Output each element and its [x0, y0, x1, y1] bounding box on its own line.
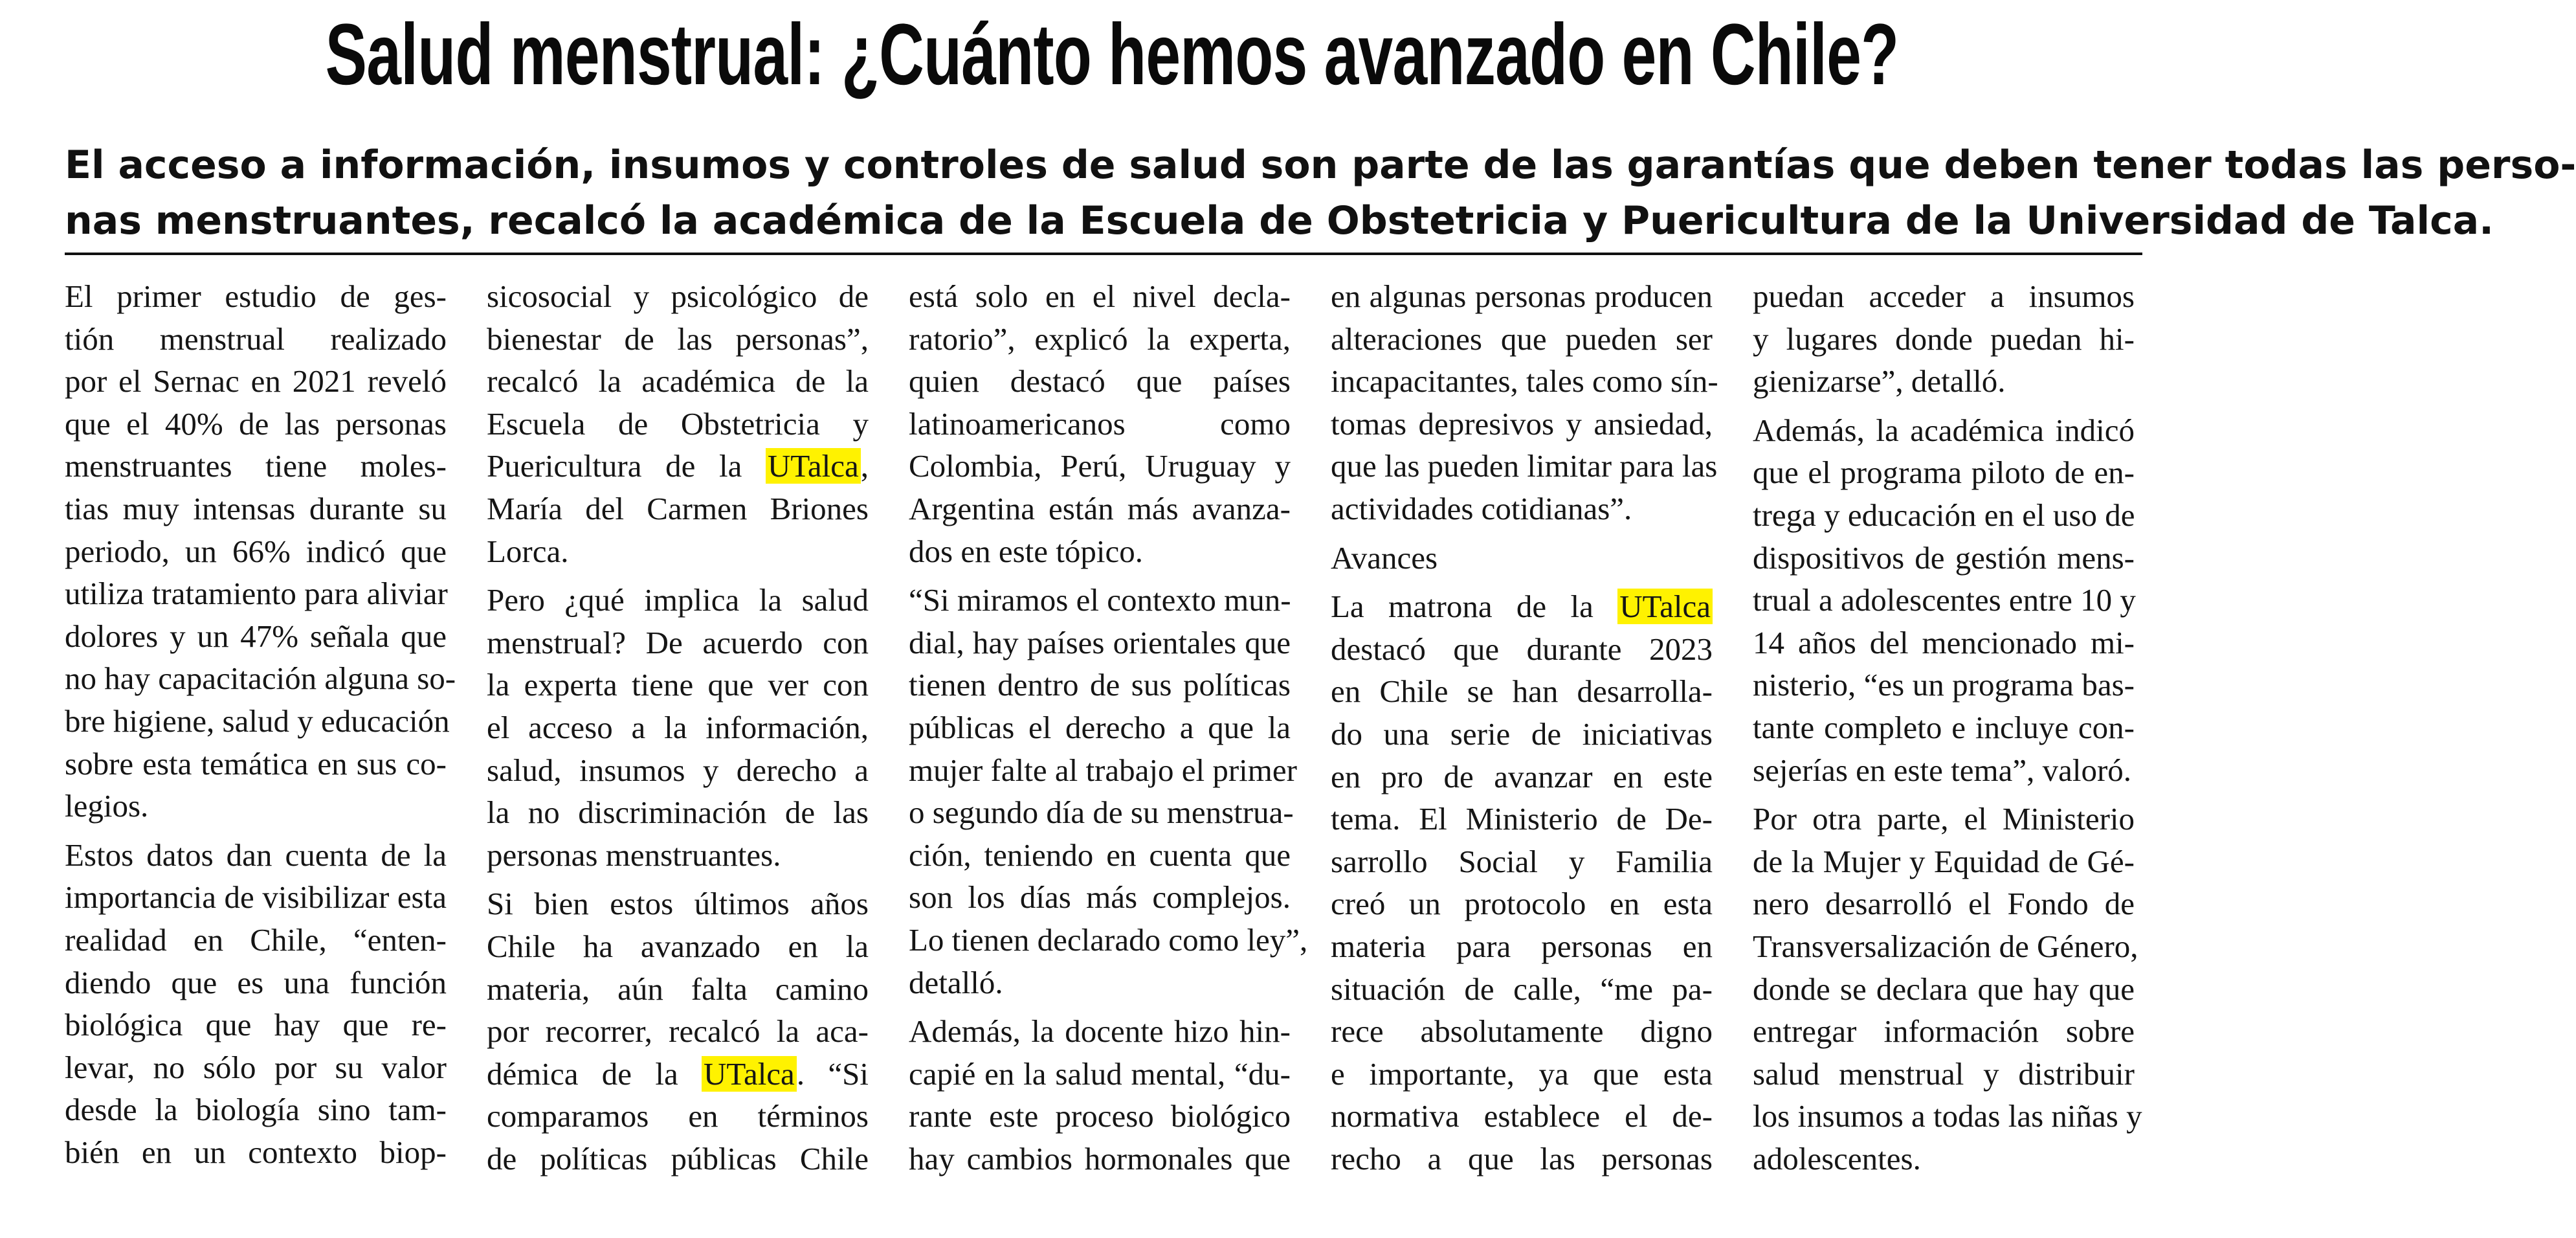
subtitle-line: El acceso a información, insumos y controles de salud son parte de las garantías que deben tener todas las perso- — [65, 142, 2576, 188]
text-line: materia para personas en — [1331, 928, 1713, 964]
text-line: normativa establece el de- — [1331, 1098, 1713, 1134]
text-line: 14 años del mencionado mi- — [1753, 624, 2135, 660]
text-line: por el Sernac en 2021 reveló — [65, 363, 447, 400]
text-column-4 — [1331, 275, 1718, 1214]
text-line: trual a adolescentes entre 10 y — [1753, 582, 2136, 618]
text-line: María del Carmen Briones — [487, 490, 869, 526]
text-line: Por otra parte, el Ministerio — [1753, 801, 2135, 837]
text-line: legios. — [65, 788, 149, 824]
text-line: Lorca. — [487, 533, 569, 569]
text-line: Colombia, Perú, Uruguay y — [909, 448, 1291, 484]
text-line: utiliza tratamiento para aliviar — [65, 576, 448, 612]
text-line: sejerías en este tema”, valoró. — [1753, 752, 2132, 788]
paragraph — [487, 275, 869, 572]
paragraph — [65, 275, 456, 827]
text-line: dial, hay países orientales que — [909, 624, 1291, 660]
text-line: desde la biología sino tam- — [65, 1092, 447, 1128]
text-line: recho a que las personas — [1331, 1140, 1713, 1176]
text-column-3 — [909, 275, 1308, 1214]
paragraph — [909, 275, 1291, 572]
text-line: salud menstrual y distribuir — [1753, 1055, 2135, 1092]
text-line: públicas el derecho a que la — [909, 709, 1291, 745]
text-line: y lugares donde puedan hi- — [1753, 321, 2135, 357]
text-line: nisterio, “es un programa bas- — [1753, 667, 2135, 703]
text-line: hay cambios hormonales que — [909, 1140, 1291, 1176]
text-line: rante este proceso biológico — [909, 1098, 1291, 1134]
text-line: alteraciones que pueden ser — [1331, 321, 1713, 357]
text-line: donde se declara que hay que — [1753, 971, 2135, 1007]
text-line: El primer estudio de ges- — [65, 278, 447, 314]
text-line: personas menstruantes. — [487, 837, 781, 873]
highlighted-text: UTalca — [702, 1056, 797, 1092]
text-line: bién en un contexto biop- — [65, 1134, 447, 1170]
text-line: Si bien estos últimos años — [487, 886, 869, 922]
section-heading: Avances — [1331, 539, 1438, 576]
text-line: o segundo día de su menstrua- — [909, 794, 1294, 831]
text-line: adolescentes. — [1753, 1140, 1921, 1176]
text-line: situación de calle, “me pa- — [1331, 971, 1713, 1007]
text-line: capié en la salud mental, “du- — [909, 1055, 1291, 1092]
text-line: sobre esta temática en sus co- — [65, 745, 447, 782]
text-line: de la Mujer y Equidad de Gé- — [1753, 843, 2135, 879]
text-line: Además, la académica indicó — [1753, 412, 2135, 448]
subtitle-line: nas menstruantes, recalcó la académica de la Escuela de Obstetricia y Puericultura de la Universidad de Talca. — [65, 198, 2494, 243]
text-line: Estos datos dan cuenta de la — [65, 837, 447, 873]
text-line: tema. El Ministerio de De- — [1331, 801, 1713, 837]
text-line: incapacitantes, tales como sín- — [1331, 363, 1718, 400]
paragraph — [1753, 409, 2135, 791]
text-line: puedan acceder a insumos — [1753, 278, 2135, 314]
text-column-1 — [65, 275, 456, 1214]
text-line: nero desarrolló el Fondo de — [1753, 886, 2135, 922]
paragraph — [909, 579, 1308, 1004]
text-line: detalló. — [909, 964, 1003, 1000]
text-line: el acceso a la información, — [487, 709, 869, 745]
text-line: mujer falte al trabajo el primer — [909, 752, 1297, 788]
text-line: sarrollo Social y Familia — [1331, 843, 1713, 879]
text-line: dispositivos de gestión mens- — [1753, 539, 2135, 576]
text-line: los insumos a todas las niñas y — [1753, 1098, 2142, 1134]
text-line: Escuela de Obstetricia y — [487, 405, 869, 442]
text-line: bienestar de las personas”, — [487, 321, 869, 357]
text-line: destacó que durante 2023 — [1331, 631, 1713, 667]
text-line: tión menstrual realizado — [65, 321, 447, 357]
text-line: rece absolutamente digno — [1331, 1013, 1713, 1050]
text-line: ción, teniendo en cuenta que — [909, 837, 1291, 873]
text-column-2 — [487, 275, 869, 1214]
paragraph — [1753, 798, 2142, 1180]
article-subtitle — [65, 137, 2576, 249]
text-line: está solo en el nivel decla- — [909, 278, 1291, 314]
text-line: entregar información sobre — [1753, 1013, 2135, 1050]
text-line: realidad en Chile, “enten- — [65, 921, 447, 958]
text-line: Chile ha avanzado en la — [487, 928, 869, 964]
text-line: tomas depresivos y ansiedad, — [1331, 405, 1713, 442]
text-line: recalcó la académica de la — [487, 363, 869, 400]
text-line: do una serie de iniciativas — [1331, 715, 1713, 752]
text-line: tias muy intensas durante su — [65, 490, 447, 526]
text-line: periodo, un 66% indicó que — [65, 533, 447, 569]
text-line: latinoamericanos como — [909, 405, 1291, 442]
text-line: en Chile se han desarrolla- — [1331, 673, 1713, 710]
highlighted-text: UTalca — [1617, 589, 1713, 624]
text-line: e importante, ya que esta — [1331, 1055, 1713, 1092]
text-column-5 — [1753, 275, 2142, 1214]
text-line: dos en este tópico. — [909, 533, 1143, 569]
text-line: no hay capacitación alguna so- — [65, 660, 456, 697]
text-line: son los días más complejos. — [909, 879, 1291, 916]
paragraph — [487, 579, 869, 876]
paragraph — [1753, 275, 2135, 403]
text-line: Transversalización de Género, — [1753, 928, 2138, 964]
text-line: menstrual? De acuerdo con — [487, 624, 869, 660]
text-line: de políticas públicas Chile — [487, 1140, 869, 1176]
article-title: Salud menstrual: ¿Cuánto hemos avanzado en Chile? — [325, 6, 1899, 103]
text-line: en pro de avanzar en este — [1331, 758, 1713, 794]
text-line: salud, insumos y derecho a — [487, 752, 869, 788]
text-line: trega y educación en el uso de — [1753, 497, 2135, 533]
text-line: actividades cotidianas”. — [1331, 490, 1632, 526]
paragraph — [1331, 585, 1713, 1180]
text-line: materia, aún falta camino — [487, 971, 869, 1007]
text-line: la experta tiene que ver con — [487, 667, 869, 703]
text-line: diendo que es una función — [65, 964, 447, 1000]
paragraph — [487, 883, 869, 1180]
paragraph — [65, 834, 447, 1174]
text-line: comparamos en términos — [487, 1098, 869, 1134]
text-line: importancia de visibilizar esta — [65, 879, 447, 916]
text-line: démica de la UTalca. “Si — [487, 1055, 869, 1092]
paragraph — [1331, 275, 1718, 530]
article-body — [65, 275, 2142, 1214]
text-line: Argentina están más avanza- — [909, 490, 1291, 526]
text-line: que el programa piloto de en- — [1753, 455, 2135, 491]
text-line: Lo tienen declarado como ley”, — [909, 921, 1308, 958]
text-line: por recorrer, recalcó la aca- — [487, 1013, 869, 1050]
text-line: que las pueden limitar para las — [1331, 448, 1718, 484]
text-line: en algunas personas producen — [1331, 278, 1713, 314]
text-line: “Si miramos el contexto mun- — [909, 582, 1291, 618]
text-line: sicosocial y psicológico de — [487, 278, 869, 314]
text-line: tienen dentro de sus políticas — [909, 667, 1291, 703]
text-line: levar, no sólo por su valor — [65, 1049, 447, 1085]
text-line: biológica que hay que re- — [65, 1007, 447, 1043]
highlighted-text: UTalca — [766, 448, 861, 484]
text-line: La matrona de la UTalca — [1331, 585, 1713, 628]
paragraph — [909, 1010, 1291, 1180]
text-line: Pero ¿qué implica la salud — [487, 582, 869, 618]
text-line: gienizarse”, detalló. — [1753, 363, 2006, 400]
text-line: menstruantes tiene moles- — [65, 448, 447, 484]
text-line: tante completo e incluye con- — [1753, 709, 2135, 745]
text-line: quien destacó que países — [909, 363, 1291, 400]
text-line: que el 40% de las personas — [65, 405, 447, 442]
text-line: la no discriminación de las — [487, 794, 869, 831]
text-line: dolores y un 47% señala que — [65, 618, 447, 654]
text-line: ratorio”, explicó la experta, — [909, 321, 1291, 357]
text-line: creó un protocolo en esta — [1331, 886, 1713, 922]
text-line: Puericultura de la UTalca, — [487, 448, 869, 484]
title-divider — [65, 253, 2142, 255]
text-line: Además, la docente hizo hin- — [909, 1013, 1291, 1050]
text-line: bre higiene, salud y educación — [65, 703, 450, 739]
